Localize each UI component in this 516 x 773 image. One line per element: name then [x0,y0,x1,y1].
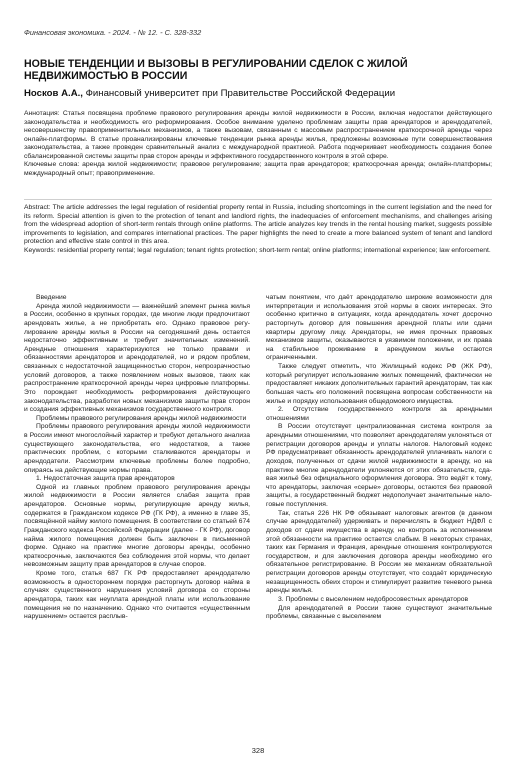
body-paragraph: Так, статья 226 НК РФ обязывает налоговых агентов (в данном случае арендодателей) удерживать и перечислять в бюджет НДФЛ с доходов от сдачи имущества в аренду, но контроль за исполнением этой обязанности на практике остается слабым. В некоторых странах, таких как Германия и Франция, арендные отношения контролируются государством, и для заключения договора аренды необходимо его обязательное регистрирование. В России же механизм обязательной регистрации договоров аренды отсутствует, что создаёт юридическую незащищенность обеих сторон и стимулирует развитие теневого рынка аренды жилья. [266,509,492,595]
author-name: Носков А.А., [24,88,83,99]
page-number: 328 [251,746,265,755]
keywords-ru: Ключевые слова: аренда жилой недвижимости; правовое регулирование; защита прав арендаторов; краткосрочная аренда; онлайн-платформы; международный опыт; правоприменение. [24,161,492,177]
body-column-left [24,294,250,622]
abstract-en-text: Abstract: The article addresses the legal regulation of residential property rental in Russia, including shortcomings in the current legislation and the need for its reform. Special attention is given to the protection of tenant and landlord rights, the inadequacies of enforcement mechanisms, and challenges arising from the widespread adoption of short-term rentals through online platforms. The article analyzes key trends in the rental housing market, suggests possible improvements to legislation, and compares international practices. The paper highlights the need to create a more balanced system of tenant and landlord protection and effective state control in this area. [24,204,492,245]
body-paragraph: Также следует отметить, что Жилищный кодекс РФ (ЖК РФ), который регулирует использование жилых помещений, фактически не предоставляет никаких дополнительных гарантий арендаторам, так как большая часть его положений посвящена вопросам собственности на жилье и порядку использования общедомового имущества. [266,363,492,405]
abstract-en [24,204,492,255]
body-paragraph: 3. Проблемы с выселением недобросовестных арендаторов [278,595,469,603]
body-column-right [266,294,492,622]
body-paragraph: Проблемы правового регулирования аренды жилой недвижимости [36,414,247,422]
body-paragraph: В России отсутствует централизованная система контроля за арендными отношениями, что позволяет арендодателям уклоняться от регистрации договоров аренды и уплаты налогов. Налоговый кодекс РФ предусматривает обязанность арендодателей уплачивать налоги с доходов, полученных от сдачи жилой недвижимости в аренду, но на практике многие арендодатели уклоняются от этих обязательств, сдавая жильё без официального оформления договора. Это ведёт к тому, что арендаторы, заключая «серые» договоры, остаются без правовой защиты, а государственный бюджет недополучает значительные налоговые поступления. [266,423,492,508]
body-paragraph: Введение [36,294,67,301]
abstract-ru-text: Аннотация: Статья посвящена проблеме правового регулирования аренды жилой недвижимости в России, включая недостатки действующего законодательства и необходимость его реформирования. Особое внимание уделено проблемам защиты прав арендаторов и арендодателей, несовершенству правоприменительных механизмов, а также вызовам, связанным с массовым распространением краткосрочной аренды через онлайн-платформы. В статье проанализированы ключевые тенденции рынка аренды жилья, предложены возможные пути совершенствования законодательства, а также проведен сравнительный анализ с международной практикой. Работа подчеркивает необходимость создания более сбалансированной системы защиты прав сторон аренды и эффективного государственного контроля в этой сфере. [24,110,492,160]
keywords-en: Keywords: residential property rental; legal regulation; tenant rights protection; short-term rental; online platforms; international experience; law enforcement. [24,246,491,254]
body-paragraph: чатым понятием, что даёт арендодателю широкие возможности для интерпретации и использования этой нормы в своих интересах. Это особенно критично в ситуациях, когда арендодатель хочет досрочно расторгнуть договор для повышения арендной платы или сдачи квартиры другому лицу. Арендаторы, не имея прочных правовых механизмов защиты, оказываются в уязвимом положении, и их права на стабильное проживание в арендуемом жилье остаются ограниченными. [266,294,492,362]
body-paragraph: Для арендодателей в России также существуют значительные проблемы, связанные с выселением [266,604,492,621]
abstract-ru [24,110,492,178]
body-paragraph: Аренда жилой недвижимости — важнейший элемент рынка жилья в России, особенно в крупных городах, где многие люди предпочитают арендовать жилье, а не приобретать его. Однако правовое регулирование аренды жилья в России на сегодняшний день остается недостаточно эффективным и требует значительных изменений. Арендные отношения характеризуются не только правами и обязанностями арендаторов и арендодателей, но и рядом проблем, связанных с недостаточной защищенностью сторон, непрозрачностью условий договоров, а также появлением новых вызовов, таких как распространение краткосрочной аренды через цифровые платформы. Это порождает необходимость реформирования действующего законодательства, разработки новых механизмов защиты прав сторон и создания эффективных механизмов государственного контроля. [24,302,250,414]
body-paragraph: 1. Недостаточная защита прав арендаторов [36,475,175,483]
author-line [24,88,494,99]
body-paragraph: Одной из главных проблем правового регулирования аренды жилой недвижимости в России является слабая защита прав арендаторов. Основные нормы, регулирующие аренду жилья, содержатся в Гражданском кодексе РФ (ГК РФ), а именно в главе 35, посвящённой найму жилого помещения. В соответствии со статьей 674 Гражданского кодекса Российской Федерации (далее - ГК РФ), договор найма жилого помещения должен быть заключен в письменной форме. Однако на практике многие договоры аренды, особенно краткосрочные, заключаются без соблюдения этой нормы, что делает невозможным защиту прав арендаторов в случае споров. [24,483,250,569]
journal-citation: Финансовая экономика. - 2024. - № 12. - С. 328-332 [24,28,202,37]
body-paragraph: 2. Отсутствие государственного контроля за арендными отношениями [266,406,492,422]
body-paragraph: Кроме того, статья 687 ГК РФ предоставляет арендодателю возможность в одностороннем порядке расторгнуть договор найма в случаях существенного нарушения условий договора со стороны арендатора, таких как неуплата арендной платы или использование помещения не по назначению. Однако что считается «существенным нарушением» остается расплыв- [24,570,250,621]
author-affiliation: Финансовый университет при Правительстве Российской Федерации [82,88,396,99]
article-title: НОВЫЕ ТЕНДЕНЦИИ И ВЫЗОВЫ В РЕГУЛИРОВАНИИ СДЕЛОК С ЖИЛОЙ НЕДВИЖИМОСТЬЮ В РОССИИ [24,58,408,83]
abstract-divider [24,199,492,200]
body-paragraph: Проблемы правового регулирования аренды жилой недвижимости в России имеют многослойный характер и требуют детального анализа существующего законодательства, его недостатков, а также практических проблем, с которыми сталкиваются арендаторы и арендодатели. Рассмотрим ключевые проблемы более подробно, опираясь на действующие нормы права. [24,423,250,474]
